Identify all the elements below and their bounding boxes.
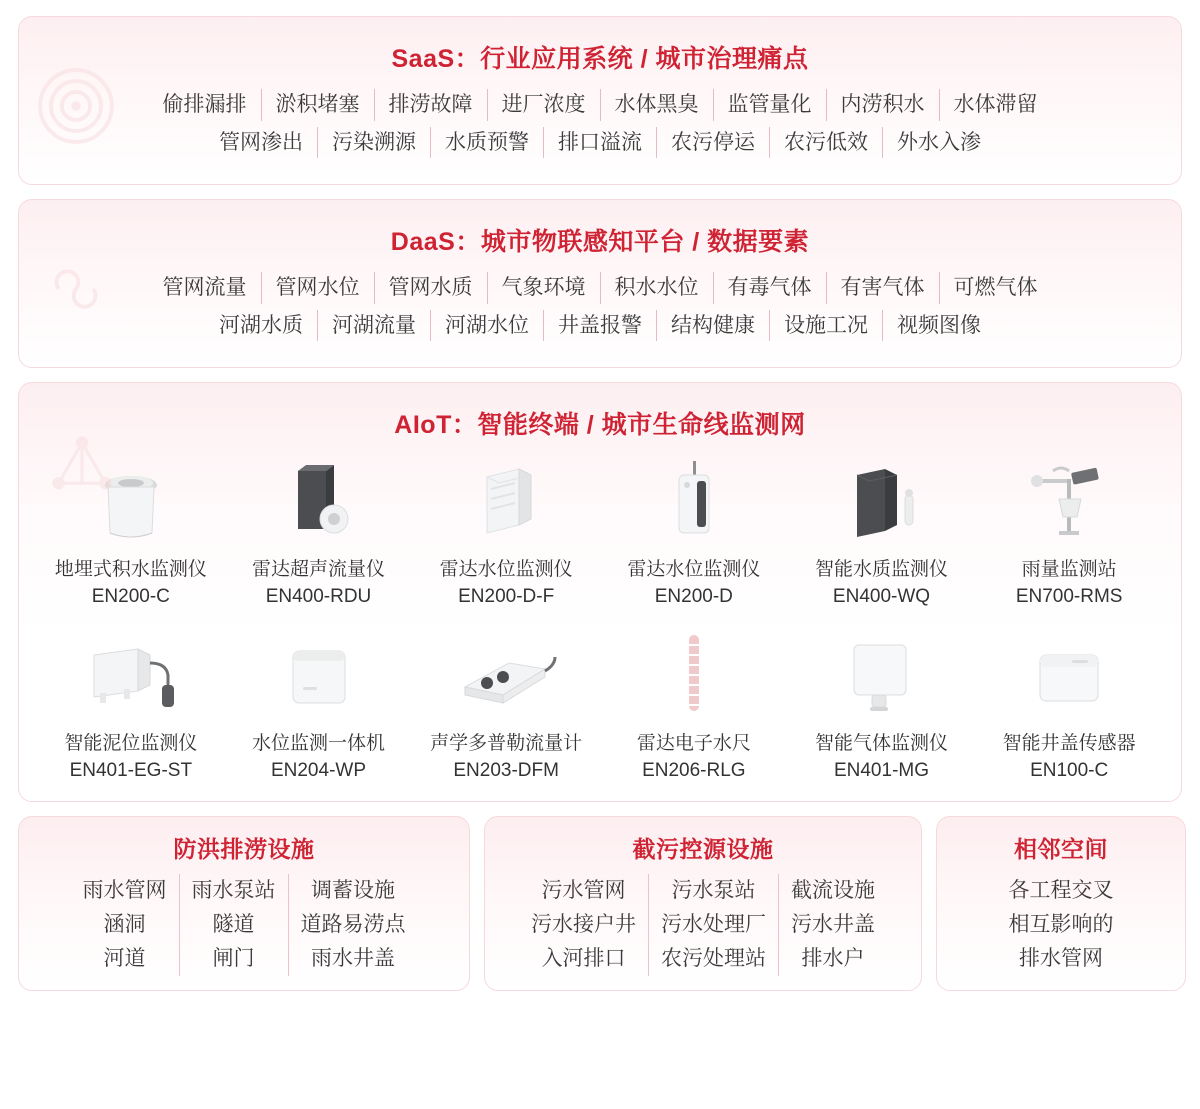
rain-gauge-station-icon: [979, 455, 1159, 547]
device-model: EN400-WQ: [832, 585, 931, 607]
device-name: 雷达超声流量仪: [251, 559, 385, 580]
facility-row: [18, 816, 1182, 991]
sewage-item: 污水管网: [541, 879, 626, 903]
device-card[interactable]: [975, 445, 1163, 617]
device-card[interactable]: [412, 619, 600, 791]
device-model: EN206-RLG: [642, 759, 746, 781]
radar-level-meter-icon: [604, 455, 784, 547]
sludge-level-monitor-icon: [41, 629, 221, 721]
radar-level-meter-f-icon: [416, 455, 596, 547]
device-card[interactable]: [412, 445, 600, 617]
device-card[interactable]: [225, 619, 413, 791]
saas-row-2: [43, 127, 1157, 159]
daas-chip: 有毒气体: [713, 272, 826, 304]
saas-chip: 淤积堵塞: [261, 89, 374, 121]
saas-chip: 农污低效: [769, 127, 882, 159]
device-card[interactable]: [788, 619, 976, 791]
sewage-title: 截污控源设施: [632, 836, 774, 863]
daas-chip: 气象环境: [487, 272, 600, 304]
flood-column: [71, 874, 179, 976]
device-card[interactable]: [975, 619, 1163, 791]
daas-chip: 河湖流量: [317, 310, 430, 342]
daas-card: [18, 199, 1182, 368]
sewage-item: 排水户: [801, 947, 865, 971]
daas-chip: 河湖水质: [219, 313, 303, 337]
flood-column: [288, 874, 418, 976]
daas-chip: 井盖报警: [543, 310, 656, 342]
device-card[interactable]: [600, 445, 788, 617]
daas-chip: 管网水位: [261, 272, 374, 304]
saas-chip: 水体滞留: [939, 89, 1052, 121]
saas-chip: 监管量化: [713, 89, 826, 121]
device-model: EN401-EG-ST: [69, 759, 193, 781]
device-card[interactable]: [37, 619, 225, 791]
saas-chip: 进厂浓度: [487, 89, 600, 121]
daas-chip: 河湖水位: [430, 310, 543, 342]
device-name: 雷达水位监测仪: [627, 559, 761, 580]
adjacent-title: 相邻空间: [1014, 836, 1108, 863]
device-name: 智能泥位监测仪: [64, 733, 198, 755]
flood-item: 涵洞: [103, 913, 146, 937]
sewage-column: [519, 874, 648, 976]
adjacent-card: [936, 816, 1186, 991]
saas-row-1: [43, 89, 1157, 121]
flood-columns: [29, 874, 459, 976]
device-model: EN200-D: [654, 585, 733, 607]
device-model: EN700-RMS: [1015, 585, 1123, 607]
saas-chip: 偷排漏排: [162, 93, 247, 116]
device-model: EN401-MG: [833, 759, 929, 781]
aiot-title-main: 智能终端 / 城市生命线监测网: [477, 411, 806, 439]
daas-chip: 可燃气体: [939, 272, 1052, 304]
device-card[interactable]: [37, 445, 225, 617]
device-name: 智能水质监测仪: [814, 559, 948, 580]
daas-chip: 管网水质: [374, 272, 487, 304]
saas-chip: 内涝积水: [826, 89, 939, 121]
device-name: 声学多普勒流量计: [430, 733, 583, 755]
gas-monitor-icon: [792, 629, 972, 721]
adjacent-line: 相互影响的: [1008, 913, 1114, 937]
manhole-cover-sensor-icon: [979, 629, 1159, 721]
daas-title: [43, 222, 1157, 258]
device-grid: [37, 445, 1163, 791]
saas-title-main: 行业应用系统 / 城市治理痛点: [480, 45, 809, 73]
device-card[interactable]: [225, 445, 413, 617]
device-model: EN203-DFM: [453, 759, 559, 781]
device-card[interactable]: [788, 445, 976, 617]
device-model: EN200-C: [91, 585, 170, 607]
sewage-item: 污水处理厂: [661, 913, 766, 937]
flood-item: 雨水泵站: [191, 879, 276, 903]
sewage-item: 污水泵站: [671, 879, 756, 903]
sewage-item: 农污处理站: [661, 947, 766, 971]
saas-chip: 外水入渗: [882, 127, 995, 159]
daas-title-main: 城市物联感知平台 / 数据要素: [480, 228, 810, 256]
doppler-flowmeter-icon: [416, 629, 596, 721]
flood-column: [179, 874, 288, 976]
device-model: EN204-WP: [270, 759, 366, 781]
daas-row-1: [43, 272, 1157, 304]
device-model: EN400-RDU: [265, 585, 372, 607]
sewage-column: [648, 874, 778, 976]
daas-chip: 视频图像: [882, 310, 995, 342]
device-model: EN200-D-F: [458, 585, 555, 607]
saas-chip: 排涝故障: [374, 89, 487, 121]
flood-item: 道路易涝点: [300, 913, 406, 937]
saas-chip: 管网渗出: [219, 130, 303, 154]
radar-ultrasonic-flowmeter-icon: [229, 455, 409, 547]
daas-chip: 结构健康: [656, 310, 769, 342]
saas-card: [18, 16, 1182, 185]
device-name: 智能井盖传感器: [1002, 733, 1136, 755]
flood-item: 闸门: [212, 947, 255, 971]
sewage-card: [484, 816, 922, 991]
integrated-level-monitor-icon: [229, 629, 409, 721]
saas-title-prefix: SaaS：: [391, 45, 481, 73]
flood-item: 河道: [103, 947, 146, 971]
device-name: 雷达水位监测仪: [439, 559, 573, 580]
sewage-item: 截流设施: [791, 879, 875, 903]
saas-title: [43, 39, 1157, 75]
aiot-card: [18, 382, 1182, 802]
daas-row-2: [43, 310, 1157, 342]
flood-item: 隧道: [212, 913, 255, 937]
device-name: 雨量监测站: [1021, 559, 1117, 580]
saas-chip: 排口溢流: [543, 127, 656, 159]
device-name: 雷达电子水尺: [636, 733, 751, 755]
daas-chip: 有害气体: [826, 272, 939, 304]
saas-chip: 污染溯源: [317, 127, 430, 159]
sewage-item: 污水井盖: [791, 913, 875, 937]
aiot-title-prefix: AIoT：: [394, 411, 478, 439]
daas-chip: 设施工况: [769, 310, 882, 342]
device-card[interactable]: [600, 619, 788, 791]
buried-water-sensor-icon: [41, 455, 221, 547]
device-name: 智能气体监测仪: [814, 733, 948, 755]
daas-chip: 积水水位: [600, 272, 713, 304]
electronic-water-gauge-icon: [604, 629, 784, 721]
sewage-item: 入河排口: [541, 947, 626, 971]
saas-chip: 农污停运: [656, 127, 769, 159]
flood-item: 雨水管网: [82, 879, 167, 903]
daas-chip: 管网流量: [162, 276, 247, 299]
device-name: 水位监测一体机: [251, 733, 385, 755]
adjacent-line: 各工程交叉: [1008, 879, 1114, 903]
sewage-columns: [495, 874, 911, 976]
adjacent-text: [947, 874, 1175, 976]
flood-card: [18, 816, 470, 991]
water-quality-monitor-icon: [792, 455, 972, 547]
device-model: EN100-C: [1030, 759, 1109, 781]
flood-item: 雨水井盖: [311, 947, 395, 971]
flood-title: 防洪排涝设施: [173, 836, 315, 863]
sewage-column: [778, 874, 887, 976]
flood-item: 调蓄设施: [311, 879, 395, 903]
adjacent-line: 排水管网: [1019, 947, 1103, 971]
saas-chip: 水体黑臭: [600, 89, 713, 121]
sewage-item: 污水接户井: [531, 913, 636, 937]
daas-title-prefix: DaaS：: [390, 228, 481, 256]
aiot-title: [37, 405, 1163, 441]
saas-chip: 水质预警: [430, 127, 543, 159]
device-name: 地埋式积水监测仪: [54, 559, 207, 580]
